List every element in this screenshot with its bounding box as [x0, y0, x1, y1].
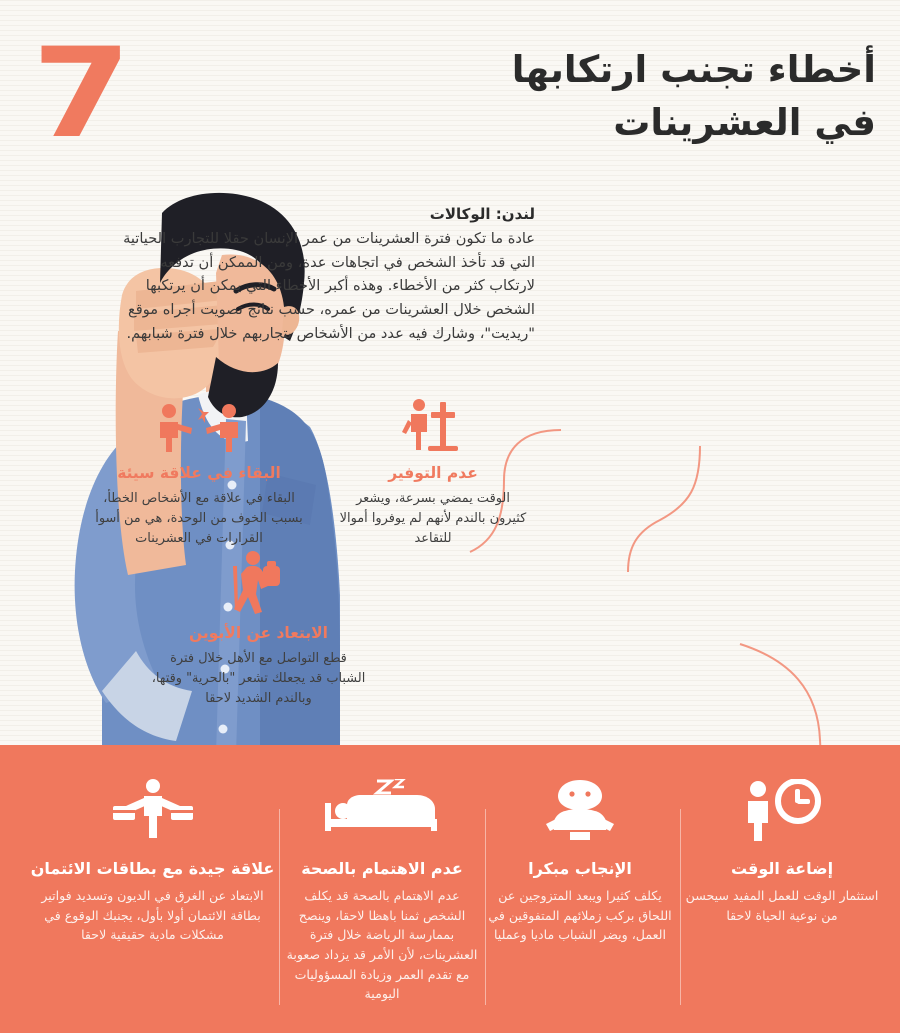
band-item-time-text: استثمار الوقت للعمل المفيد سيحسن من نوعية الحياة لاحقا — [685, 888, 879, 923]
item-saving — [338, 392, 528, 549]
page-title-line2: في العشرينات — [613, 100, 876, 144]
item-parents — [151, 552, 366, 709]
sleeping-bed-icon — [282, 773, 482, 847]
item-bad-relationship — [94, 392, 304, 549]
item-saving-text: الوقت يمضي بسرعة، ويشعر كثيرون بالندم لأنهم لم يوفروا أموالا للتقاعد — [339, 491, 527, 547]
person-cards-icon — [30, 773, 275, 847]
band-item-health-title: عدم الاهتمام بالصحة — [301, 859, 463, 878]
item-bad-relationship-title: البقاء في علاقة سيئة — [117, 464, 281, 482]
band-divider-1 — [680, 809, 681, 1005]
intro-block — [115, 205, 535, 345]
band-item-kids-title: الإنجاب مبكرا — [528, 859, 632, 878]
band-item-time — [682, 773, 882, 925]
band-item-health-text: عدم الاهتمام بالصحة قد يكلف الشخص ثمنا باهظا لاحقا، وينصح بممارسة الرياضة خلال فترة العشرينات، لأن الأمر قد يزداد صعوبة مع تقدم العمر وزيادة المسؤوليات اليومية — [286, 888, 478, 1002]
band-item-time-title: إضاعة الوقت — [730, 859, 834, 878]
header — [24, 22, 876, 166]
hiker-backpack-icon — [151, 552, 366, 614]
couple-conflict-icon — [94, 392, 304, 454]
band-divider-3 — [279, 809, 280, 1005]
item-bad-relationship-text: البقاء في علاقة مع الأشخاص الخطأ، بسبب الخوف من الوحدة، هي من أسوأ القرارات في العشرينات — [95, 491, 303, 547]
item-parents-text: قطع التواصل مع الأهل خلال فترة الشباب قد يجعلك تشعر "بالحرية" وقتها، وبالندم الشديد لاحقا — [151, 651, 366, 707]
item-parents-title: الابتعاد عن الأبوين — [188, 624, 328, 642]
band-item-credit — [30, 773, 275, 945]
person-clock-icon — [682, 773, 882, 847]
page-title — [236, 44, 876, 149]
band-item-kids — [485, 773, 675, 945]
band-item-kids-text: يكلف كثيرا ويبعد المتزوجين عن اللحاق بركب زملائهم المتفوقين في العمل، ويضر الشباب ماديا وعمليا — [488, 888, 672, 943]
dateline: لندن: الوكالات — [429, 205, 535, 223]
item-saving-title: عدم التوفير — [388, 464, 478, 482]
person-at-grave-icon — [338, 392, 528, 454]
band-item-health — [282, 773, 482, 1004]
band-item-credit-title: علاقة جيدة مع بطاقات الائتمان — [30, 859, 275, 878]
band-item-credit-text: الابتعاد عن الغرق في الديون وتسديد فواتير بطاقة الائتمان أولا بأول، يجنبك الوقوع في مشكلات مادية حقيقية لاحقا — [41, 888, 264, 943]
intro-text: عادة ما تكون فترة العشرينات من عمر الإنسان حقلا للتجارب الحياتية التي قد تأخذ الشخص في اتجاهات عدة، ومن الممكن أن تدفعه لارتكاب كثر من الأخطاء. وهذه أكبر الأخطاء التي يمكن أن يرتكبها الشخص خلال العشرينات من عمره، حسب نتائج تصويت أجراه موقع "ريديت"، وشارك فيه عدد من الأشخاص بتجاربهم خلال فترة شبابهم. — [123, 230, 535, 342]
number-seven: 7 — [32, 22, 132, 166]
baby-icon — [485, 773, 675, 847]
page-title-line1: أخطاء تجنب ارتكابها — [511, 48, 876, 91]
bottom-band — [0, 745, 900, 1033]
